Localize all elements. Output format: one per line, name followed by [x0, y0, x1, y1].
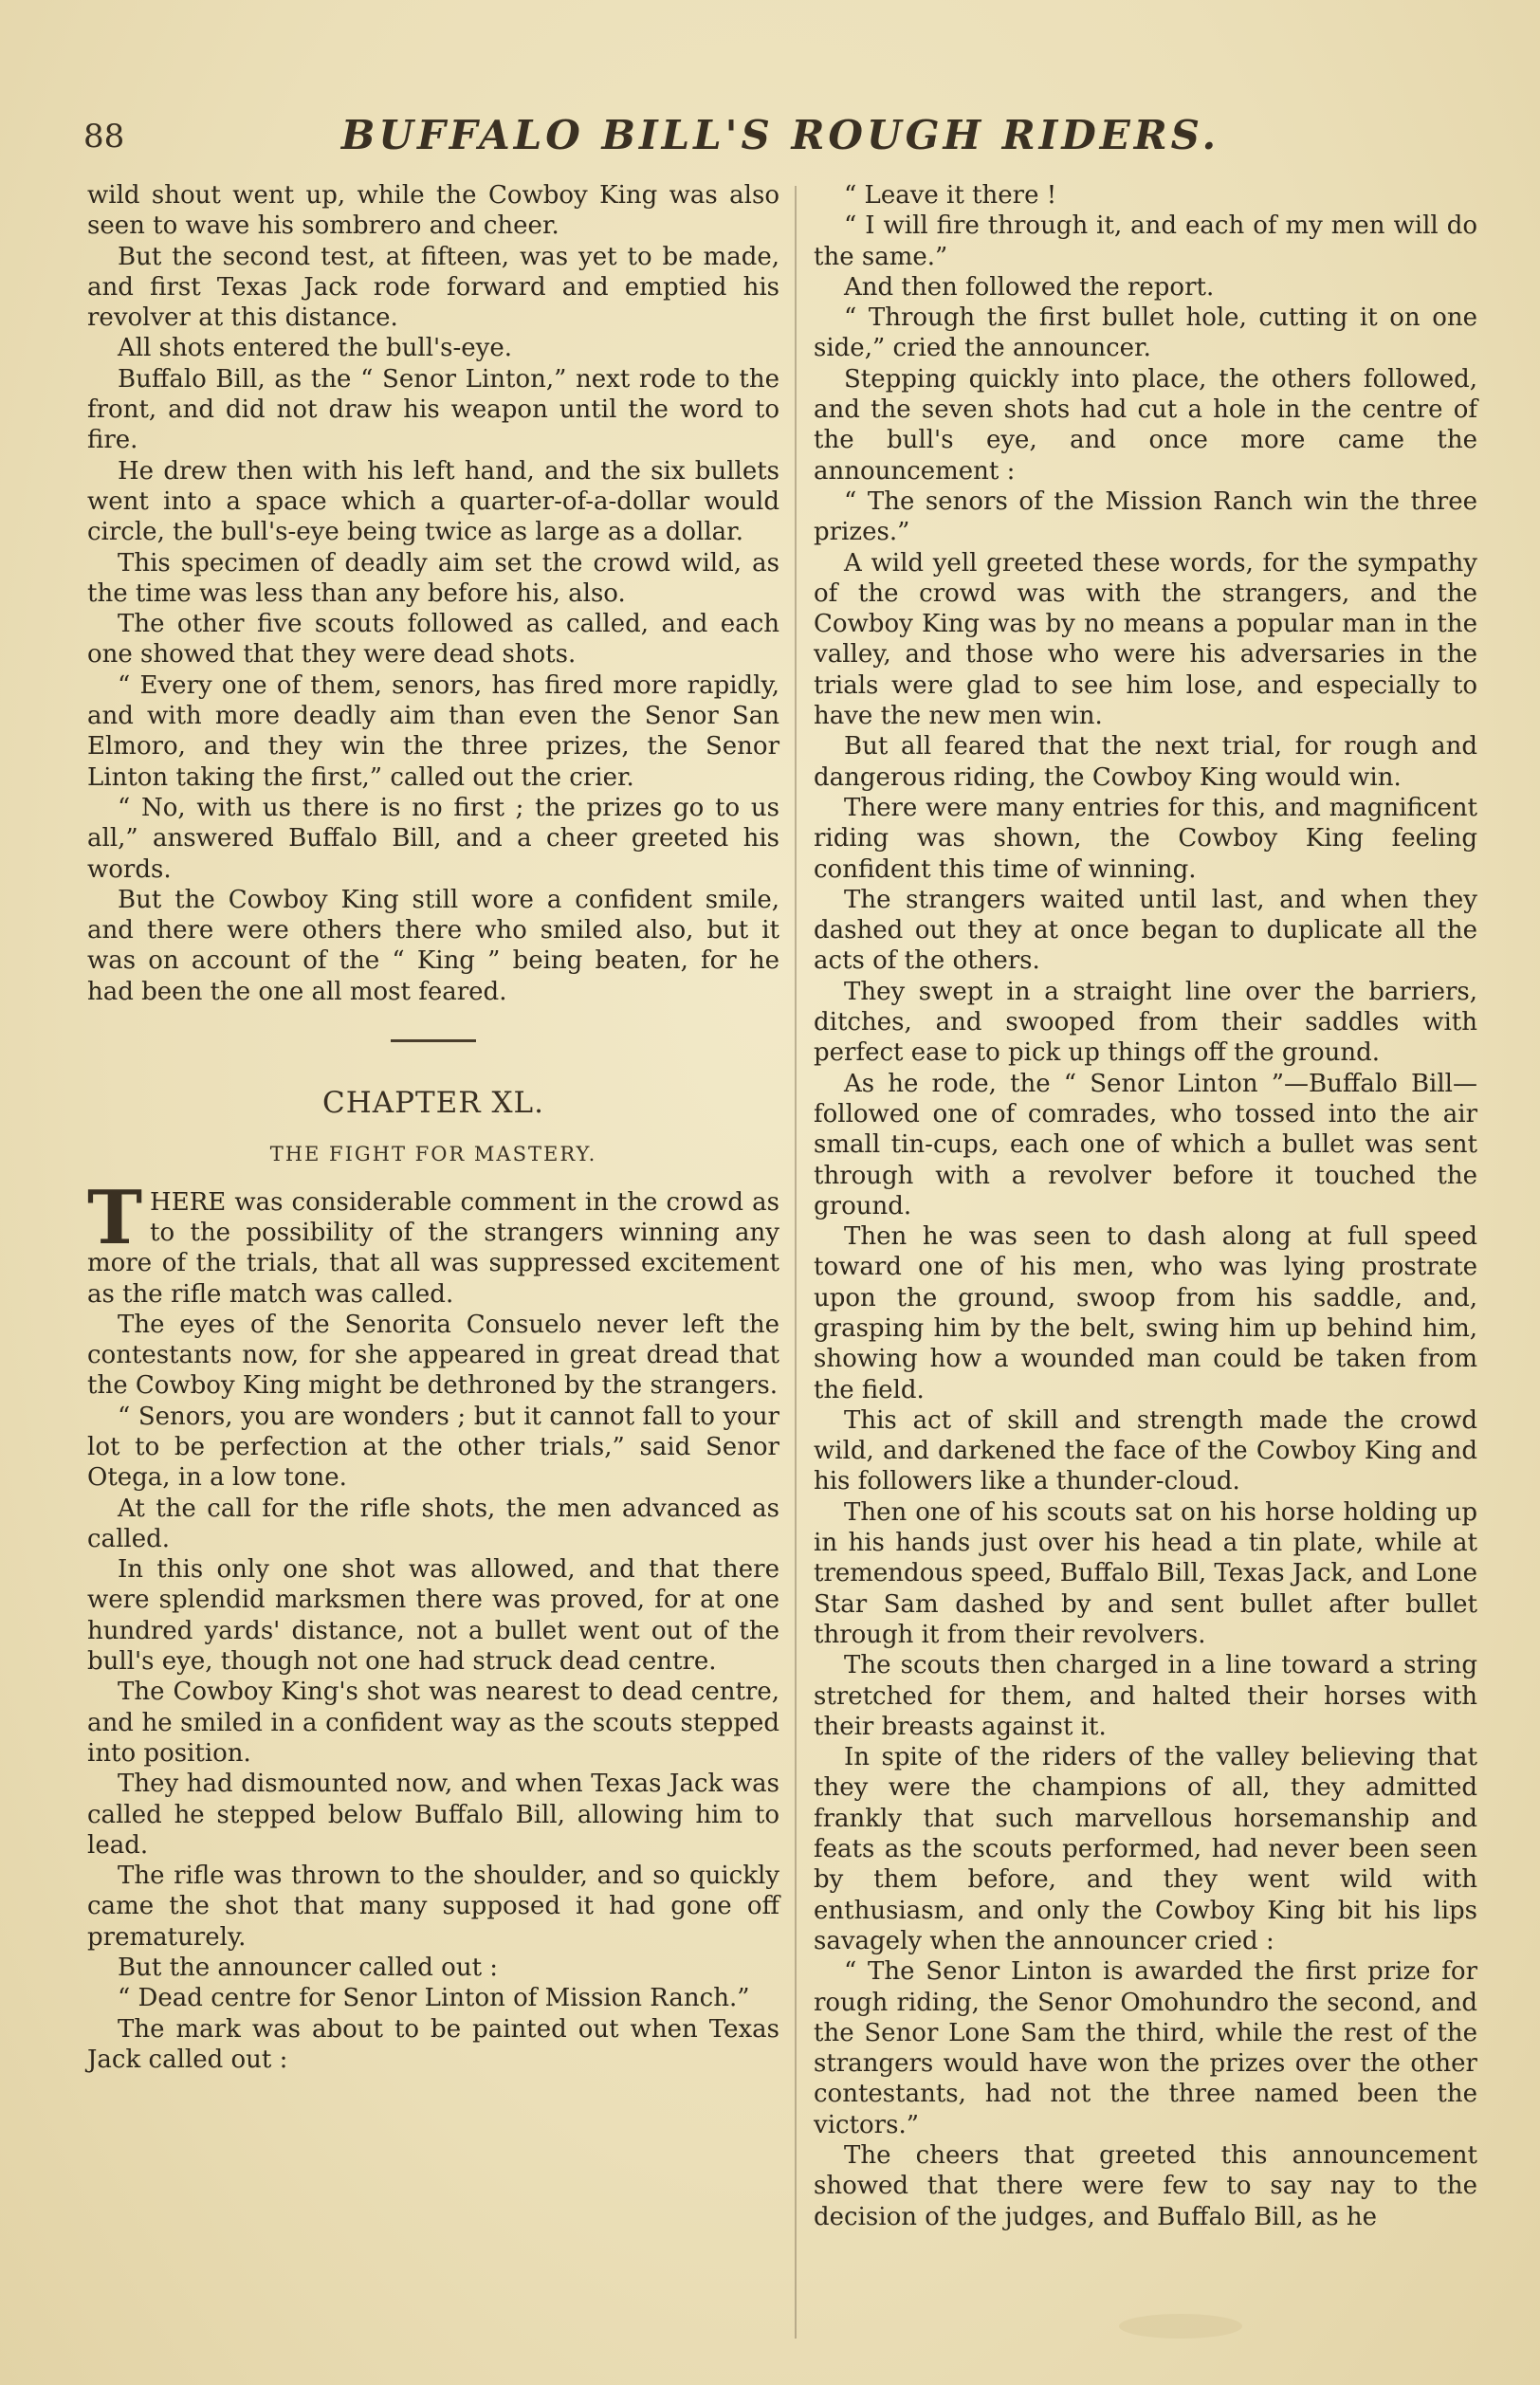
- paragraph: The mark was about to be painted out when Texas Jack called out :: [87, 2014, 779, 2074]
- paragraph: As he rode, the “ Senor Linton ”—Buffalo Bill—followed one of comrades, who tossed into the air small tin-cups, each one of which a bullet was sent through with a revolver before it touched the ground.: [814, 1069, 1477, 1220]
- right-column: [814, 180, 1477, 2232]
- paragraph: “ Senors, you are wonders ; but it cannot fall to your lot to be perfection at the other trials,” said Senor Otega, in a low tone.: [87, 1402, 779, 1493]
- paragraph: He drew then with his left hand, and the six bullets went into a space which a quarter-of-a-dollar would circle, the bull's-eye being twice as large as a dollar.: [87, 456, 779, 547]
- left-column: [87, 180, 779, 2075]
- paragraph: And then followed the report.: [844, 272, 1215, 302]
- chapter-title: CHAPTER XL.: [321, 1086, 544, 1121]
- paragraph: This specimen of deadly aim set the crowd wild, as the time was less than any before his, also.: [87, 548, 779, 608]
- running-title: BUFFALO BILL'S ROUGH RIDERS.: [340, 112, 1220, 158]
- paragraph: They swept in a straight line over the barriers, ditches, and swooped from their saddles with perfect ease to pick up things off the ground.: [814, 977, 1477, 1068]
- paragraph: “ The senors of the Mission Ranch win the three prizes.”: [814, 486, 1477, 547]
- page-header: [83, 112, 1477, 169]
- opening-paragraph: [87, 1174, 779, 1310]
- paragraph: Then he was seen to dash along at full speed toward one of his men, who was lying prostrate upon the ground, swoop from his saddle, and, grasping him by the belt, swing him up behind him, showing how a wounded man could be taken from the field.: [814, 1222, 1477, 1404]
- paragraph: wild shout went up, while the Cowboy King was also seen to wave his sombrero and cheer.: [87, 181, 779, 241]
- paragraph: Then one of his scouts sat on his horse holding up in his hands just over his head a tin plate, while at tremendous speed, Buffalo Bill, Texas Jack, and Lone Star Sam dashed by and sent bullet after bullet through it from their revolvers.: [814, 1497, 1477, 1649]
- paragraph: All shots entered the bull's-eye.: [118, 334, 513, 363]
- paragraph: The cheers that greeted this announcement showed that there were few to say nay to the decision of the judges, and Buffalo Bill, as he: [814, 2141, 1477, 2231]
- paragraph: But the second test, at fifteen, was yet to be made, and first Texas Jack rode forward and emptied his revolver at this distance.: [87, 242, 779, 333]
- paragraph: “ Through the first bullet hole, cutting it on one side,” cried the announcer.: [814, 303, 1477, 363]
- paragraph: The eyes of the Senorita Consuelo never left the contestants now, for she appeared in great dread that the Cowboy King might be dethroned by the strangers.: [87, 1310, 779, 1401]
- chapter-subtitle: THE FIGHT FOR MASTERY.: [269, 1143, 597, 1166]
- paragraph: The scouts then charged in a line toward a string stretched for them, and halted their horses with their breasts against it.: [814, 1651, 1477, 1741]
- paragraph: But all feared that the next trial, for rough and dangerous riding, the Cowboy King would win.: [814, 732, 1477, 792]
- paragraph: But the announcer called out :: [118, 1954, 499, 1983]
- paragraph: A wild yell greeted these words, for the sympathy of the crowd was with the strangers, and the Cowboy King was by no means a popular man in the valley, and those who were his adversaries in the trials were glad to see him lose, and especially to have the new men win.: [814, 548, 1477, 731]
- paragraph: In this only one shot was allowed, and that there were splendid marksmen there was proved, for at one hundred yards' distance, not a bullet went out of the bull's eye, though not one had struck dead centre.: [87, 1555, 779, 1677]
- paragraph: At the call for the rifle shots, the men advanced as called.: [87, 1494, 779, 1553]
- section-rule: [391, 1039, 476, 1042]
- paragraph: The rifle was thrown to the shoulder, and so quickly came the shot that many supposed it had gone off prematurely.: [87, 1862, 779, 1952]
- paragraph: This act of skill and strength made the crowd wild, and darkened the face of the Cowboy King and his followers like a thunder-cloud.: [814, 1405, 1477, 1496]
- paragraph: The strangers waited until last, and when they dashed out they at once began to duplicate all the acts of the others.: [814, 885, 1477, 976]
- paragraph: Buffalo Bill, as the “ Senor Linton,” next rode to the front, and did not draw his weapon until the word to fire.: [87, 364, 779, 455]
- paper-stain: [1119, 2314, 1242, 2339]
- paragraph: They had dismounted now, and when Texas Jack was called he stepped below Buffalo Bill, allowing him to lead.: [87, 1770, 779, 1860]
- drop-cap: T: [87, 1174, 143, 1261]
- page-number: 88: [83, 118, 125, 156]
- paragraph: But the Cowboy King still wore a confident smile, and there were others there who smiled also, but it was on account of the “ King ” being beaten, for he had been the one all most feared.: [87, 885, 779, 1006]
- paragraph: “ Dead centre for Senor Linton of Mission Ranch.”: [118, 1984, 750, 2013]
- paragraph: “ Leave it there !: [844, 181, 1057, 210]
- paragraph: “ The Senor Linton is awarded the first prize for rough riding, the Senor Omohundro the second, and the Senor Lone Sam the third, while the rest of the strangers would have won the prizes over the other contestants, had not the three named been the victors.”: [814, 1957, 1477, 2139]
- paragraph: Stepping quickly into place, the others followed, and the seven shots had cut a hole in the centre of the bull's eye, and once more came the announcement :: [814, 364, 1477, 486]
- paragraph: “ I will fire through it, and each of my men will do the same.”: [814, 211, 1477, 271]
- paragraph: There were many entries for this, and magnificent riding was shown, the Cowboy King feeling confident this time of winning.: [814, 793, 1477, 884]
- paragraph: “ No, with us there is no first ; the prizes go to us all,” answered Buffalo Bill, and a cheer greeted his words.: [87, 793, 779, 884]
- paragraph: In spite of the riders of the valley believing that they were the champions of all, they admitted frankly that such marvellous horsemanship and feats as the scouts performed, had never been seen by them before, and they went wild with enthusiasm, and only the Cowboy King bit his lips savagely when the announcer cried :: [814, 1743, 1477, 1955]
- paragraph: The Cowboy King's shot was nearest to dead centre, and he smiled in a confident way as the scouts stepped into position.: [87, 1678, 779, 1768]
- opening-text: HERE was considerable comment in the crowd as to the possibility of the strangers winning any more of the trials, that all was suppressed excitement as the rifle match was called.: [87, 1187, 779, 1309]
- paragraph: The other five scouts followed as called, and each one showed that they were dead shots.: [87, 610, 779, 670]
- column-divider: [795, 186, 797, 2339]
- paragraph: “ Every one of them, senors, has fired more rapidly, and with more deadly aim than even the Senor San Elmoro, and they win the three prizes, the Senor Linton taking the first,” called out the crier.: [87, 670, 779, 792]
